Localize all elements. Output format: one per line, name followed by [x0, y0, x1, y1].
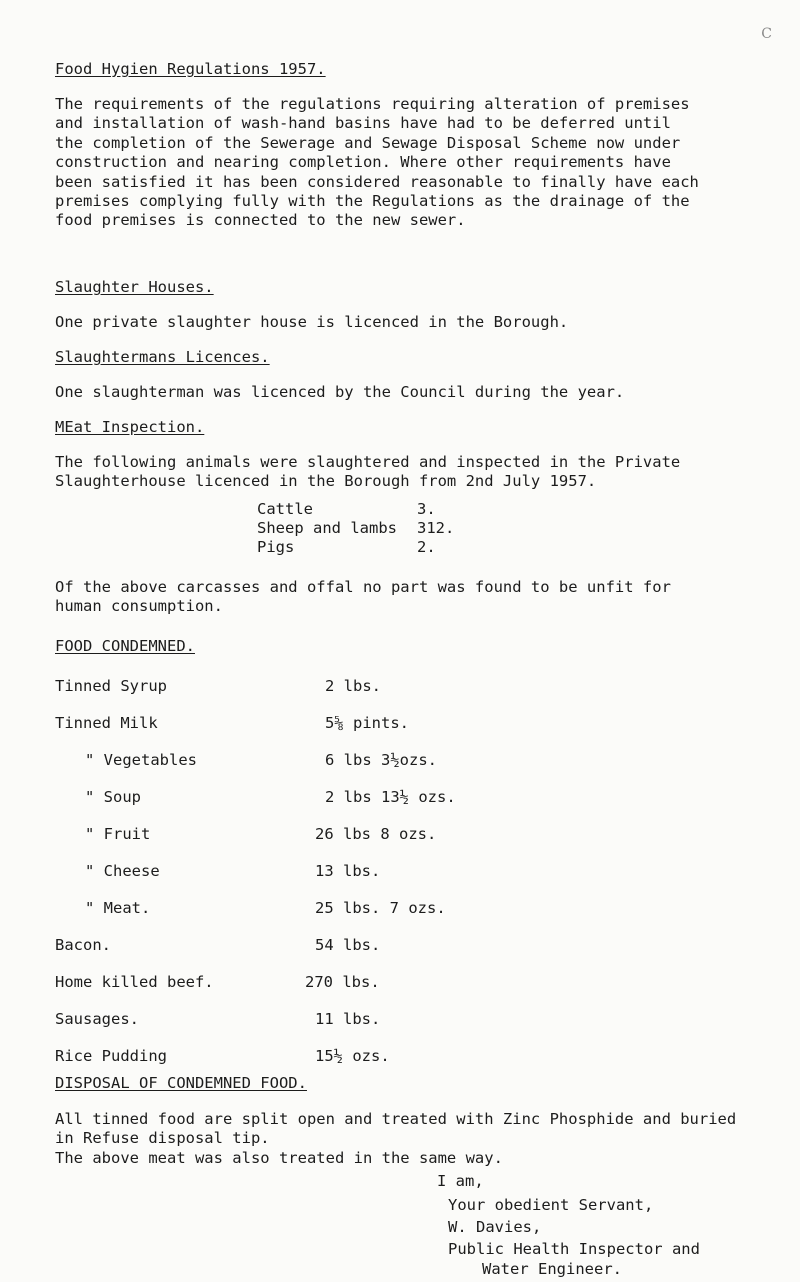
food-item: Tinned Milk [55, 714, 158, 732]
food-item: " Fruit [85, 825, 151, 843]
disposal-text: All tinned food are split open and treated with Zinc Phosphide and buried in Refuse disposal tip. The above meat was also treated in the same way. [55, 1110, 737, 1167]
food-item: " Meat. [85, 899, 151, 917]
animal-count: 2. [417, 538, 436, 556]
food-qty: 25 lbs. 7 ozs. [315, 899, 446, 917]
meat-inspection-heading: MEat Inspection. [55, 418, 205, 436]
food-item: Home killed beef. [55, 973, 214, 991]
meat-inspection-text: The following animals were slaughtered and inspected in the Private Slaughterhouse licenced in the Borough from 2nd July 1957. [55, 453, 681, 491]
food-item: " Cheese [85, 862, 160, 880]
food-item: Rice Pudding [55, 1047, 167, 1065]
signoff-salutation: I am, [437, 1172, 484, 1190]
animal-count: 3. [417, 500, 436, 518]
food-qty: 54 lbs. [315, 936, 381, 954]
food-item: Bacon. [55, 936, 111, 954]
food-item: Sausages. [55, 1010, 139, 1028]
food-qty: 26 lbs 8 ozs. [315, 825, 437, 843]
food-item: Tinned Syrup [55, 677, 167, 695]
signoff-title: Public Health Inspector and [448, 1240, 700, 1258]
slaughter-houses-text: One private slaughter house is licenced in the Borough. [55, 313, 569, 331]
page-title: Food Hygien Regulations 1957. [55, 60, 326, 78]
food-condemned-heading: FOOD CONDEMNED. [55, 637, 195, 655]
signoff-name: W. Davies, [448, 1218, 542, 1236]
food-qty: 15½ ozs. [315, 1047, 390, 1065]
food-item: " Soup [85, 788, 141, 806]
intro-paragraph: The requirements of the regulations requiring alteration of premises and installation of wash-hand basins have had to be deferred until the completion of the Sewerage and Sewage Disposal Scheme now under construction and nearing completion. Where other requirements have been satisfied it has been considered reasonable to finally have each premises complying fully with the Regulations as the drainage of the food premises is connected to the new sewer. [55, 95, 699, 230]
slaughtermans-licences-text: One slaughterman was licenced by the Council during the year. [55, 383, 625, 401]
slaughter-houses-heading: Slaughter Houses. [55, 278, 214, 296]
food-qty: 270 lbs. [305, 973, 380, 991]
food-qty: 5⅝ pints. [325, 714, 409, 732]
animal-count: 312. [417, 519, 455, 537]
animal-name: Sheep and lambs [257, 519, 397, 537]
slaughtermans-licences-heading: Slaughtermans Licences. [55, 348, 270, 366]
food-qty: 2 lbs. [325, 677, 381, 695]
signoff-closing: Your obedient Servant, [448, 1196, 654, 1214]
disposal-heading: DISPOSAL OF CONDEMNED FOOD. [55, 1074, 307, 1092]
meat-inspection-conclusion: Of the above carcasses and offal no part was found to be unfit for human consumption. [55, 578, 671, 616]
signoff-title-2: Water Engineer. [482, 1260, 622, 1278]
food-qty: 13 lbs. [315, 862, 381, 880]
corner-mark: C [761, 26, 772, 42]
food-qty: 2 lbs 13½ ozs. [325, 788, 456, 806]
animal-name: Cattle [257, 500, 313, 518]
animal-name: Pigs [257, 538, 295, 556]
food-item: " Vegetables [85, 751, 197, 769]
food-qty: 6 lbs 3½ozs. [325, 751, 437, 769]
food-qty: 11 lbs. [315, 1010, 381, 1028]
